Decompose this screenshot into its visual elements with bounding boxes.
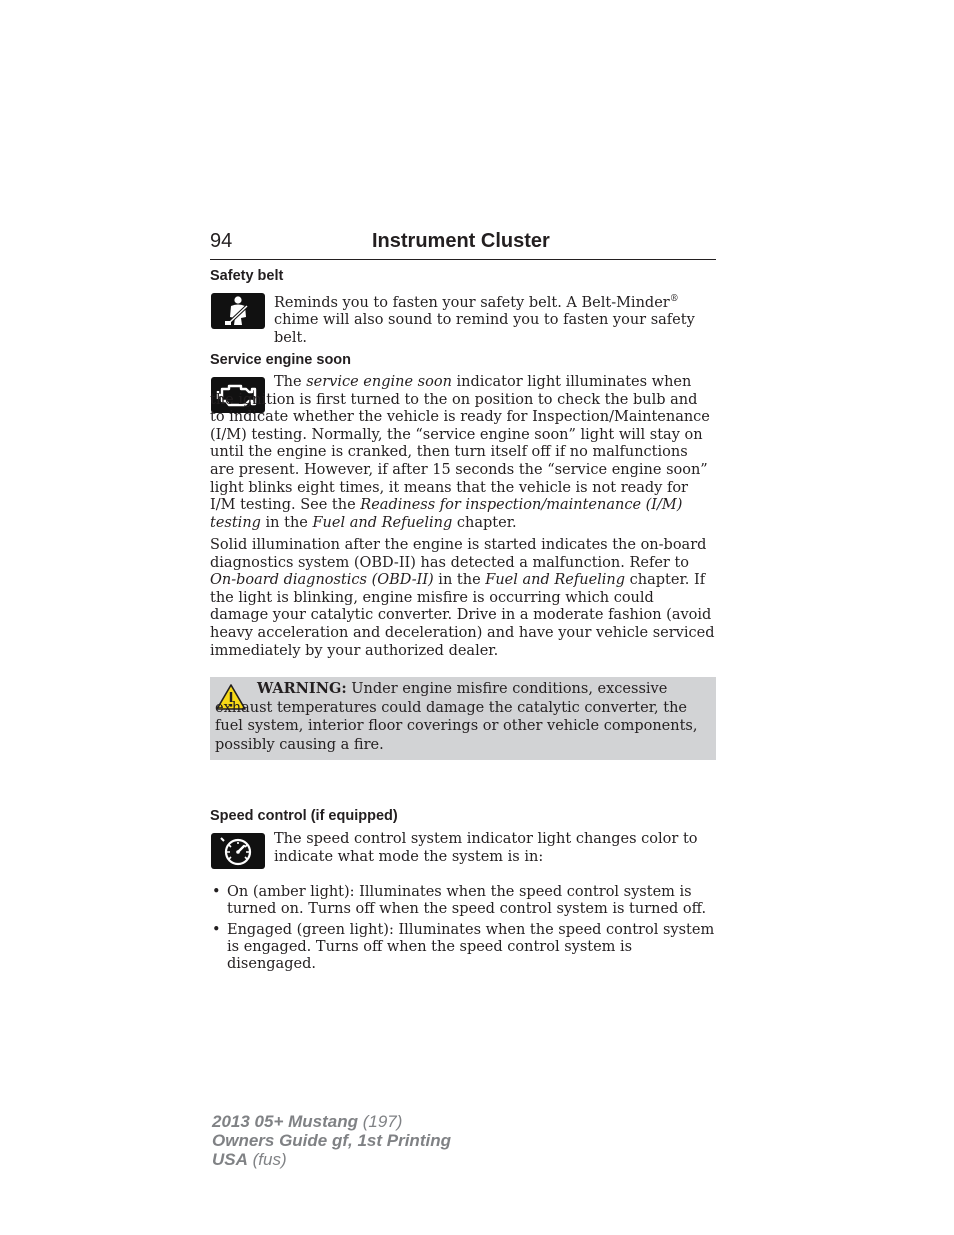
service-engine-paragraph-2: Solid illumination after the engine is started indicates the on-board diagnostics system (OBD-II) has detected a malfunction. Refer to On-board diagnostics (OBD-II) in the Fuel and Refueling chapter. If the light is blinking, engine misfire is occurring which could damage your catalytic converter. Drive in a moderate fashion (avoid heavy acceleration and deceleration) and have your vehicle serviced immediately by your authorized dealer. <box>210 537 715 659</box>
seatbelt-icon <box>211 293 265 329</box>
service-engine-heading: Service engine soon <box>210 352 352 368</box>
speedometer-icon <box>211 833 265 869</box>
list-item-text: On (amber light): Illuminates when the speed control system is turned on. Turns off when the speed control system is turned off. <box>227 884 707 917</box>
footer-line-2: Owners Guide gf, 1st Printing <box>212 1131 451 1150</box>
bullet-glyph: • <box>212 884 221 900</box>
warning-box <box>210 677 716 760</box>
footer-line-1: 2013 05+ Mustang (197) <box>212 1112 403 1131</box>
page-header <box>210 230 716 260</box>
speed-control-heading: Speed control (if equipped) <box>210 808 398 824</box>
bullet-glyph: • <box>212 922 221 938</box>
safety-belt-heading: Safety belt <box>210 268 284 284</box>
footer-line-3: USA (fus) <box>212 1150 287 1169</box>
warning-label: WARNING: <box>257 680 347 697</box>
warning-text: WARNING: Under engine misfire conditions, excessive exhaust temperatures could damage the catalytic converter, the fuel system, interior floor coverings or other vehicle components, possibly causing a fire. <box>215 680 698 753</box>
page-footer <box>212 1112 451 1169</box>
service-engine-paragraph-1: The service engine soon indicator light illuminates when the ignition is first turned to the on position to check the bulb and to indicate whether the vehicle is ready for Inspection/Maintenance (I/M) testing. Normally, the “service engine soon” light will stay on until the engine is cranked, then turn itself off if no malfunctions are present. However, if after 15 seconds the “service engine soon” light blinks eight times, it means that the vehicle is not ready for I/M testing. See the Readiness for inspection/maintenance (I/M) testing in the Fuel and Refueling chapter. <box>210 374 710 531</box>
list-item-text: Engaged (green light): Illuminates when the speed control system is engaged. Turns off when the speed control system is disengaged. <box>227 922 715 972</box>
speed-control-intro: The speed control system indicator light changes color to indicate what mode the system is in: <box>274 831 698 865</box>
safety-belt-description: Reminds you to fasten your safety belt. A Belt-Minder® chime will also sound to remind you to fasten your safety belt. <box>274 294 695 347</box>
page-number: 94 <box>210 230 233 252</box>
chapter-title: Instrument Cluster <box>372 230 550 252</box>
